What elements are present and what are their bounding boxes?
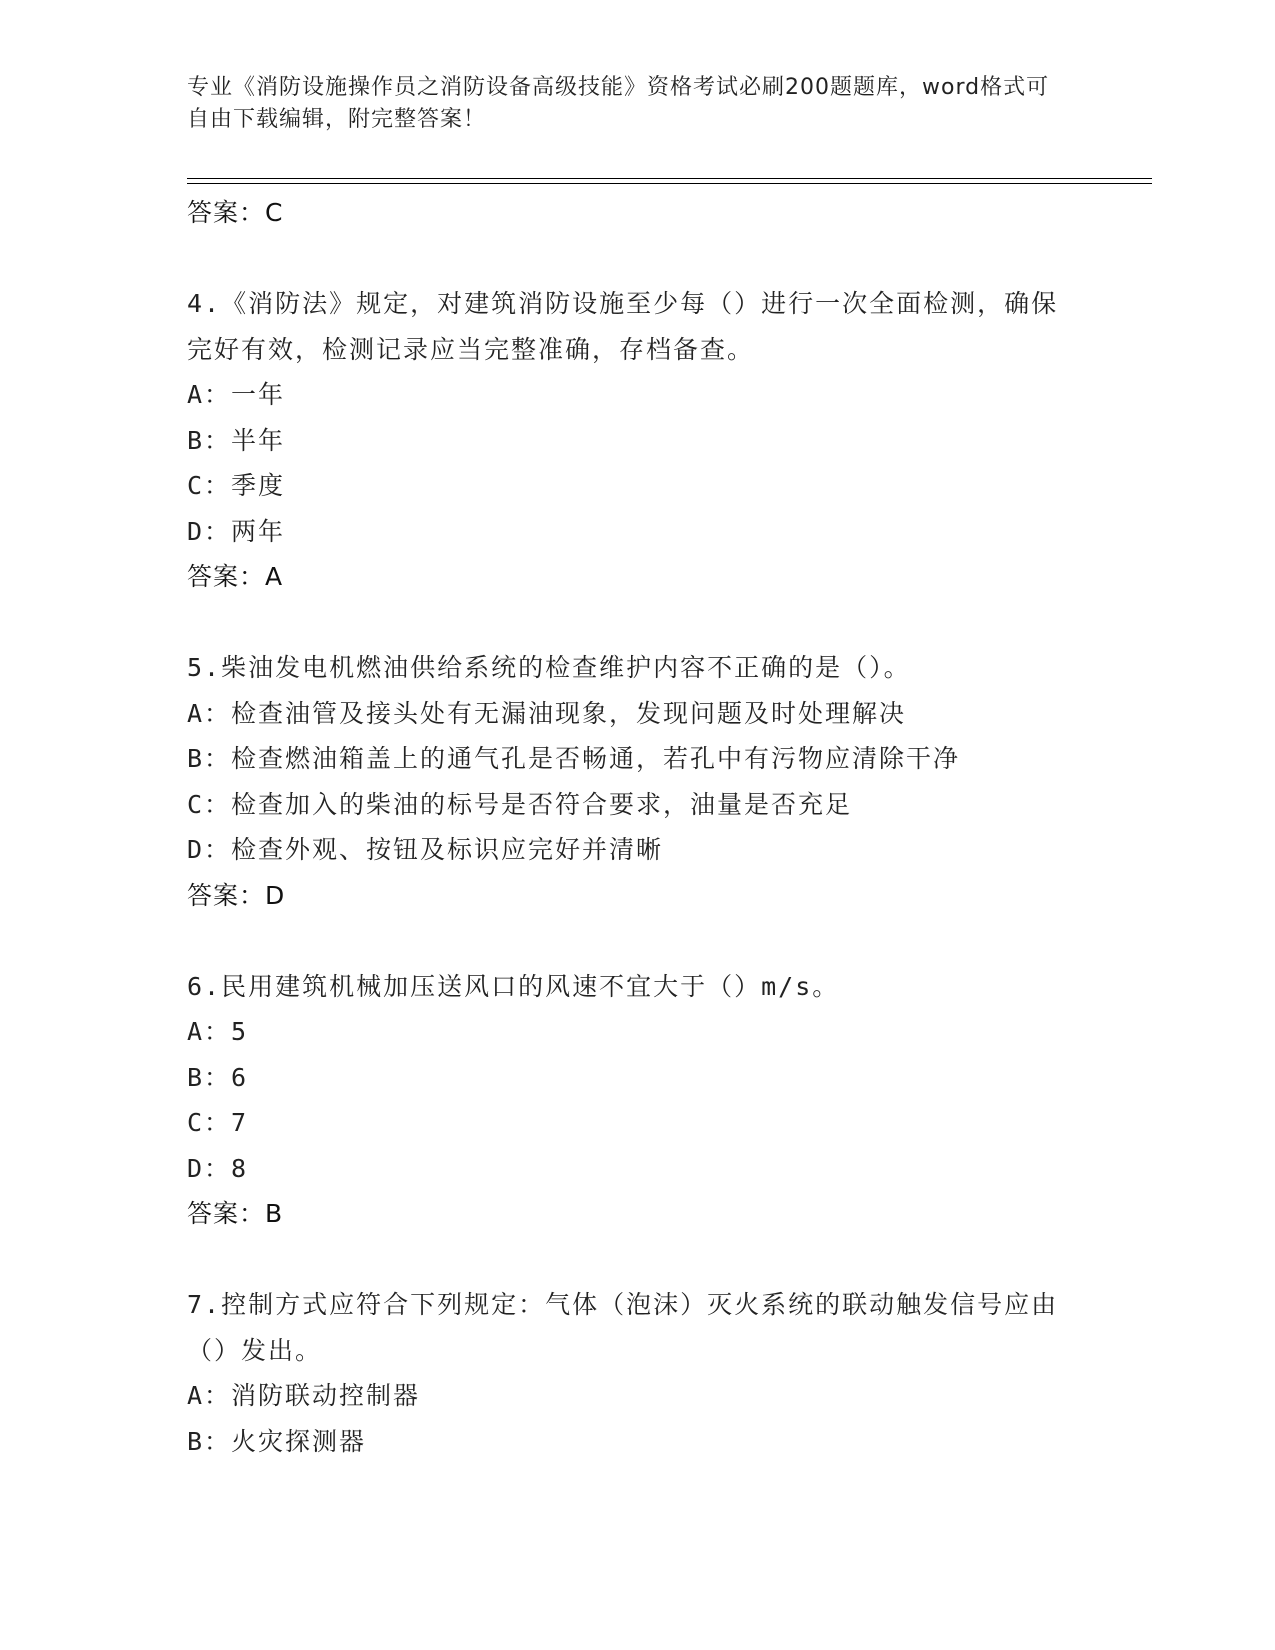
option-b: B：检查燃油箱盖上的通气孔是否畅通，若孔中有污物应清除干净 bbox=[187, 744, 961, 773]
document-header: 专业《消防设施操作员之消防设备高级技能》资格考试必刷200题题库，word格式可自由下载编辑，附完整答案！ bbox=[187, 75, 1050, 132]
question-7 bbox=[187, 1282, 1087, 1464]
header-rule-bottom bbox=[187, 183, 1152, 184]
answer: 答案：A bbox=[187, 562, 284, 591]
option-a: A：消防联动控制器 bbox=[187, 1381, 421, 1410]
option-a: A：一年 bbox=[187, 380, 286, 409]
question-4 bbox=[187, 281, 1087, 600]
spacer bbox=[187, 1237, 1087, 1283]
question-stem: 7.控制方式应符合下列规定：气体（泡沫）灭火系统的联动触发信号应由（）发出。 bbox=[187, 1290, 1059, 1365]
previous-answer: 答案：C bbox=[187, 198, 284, 227]
option-c: C：7 bbox=[187, 1108, 249, 1137]
option-d: D：两年 bbox=[187, 516, 286, 546]
option-a: A：检查油管及接头处有无漏油现象，发现问题及时处理解决 bbox=[187, 698, 907, 728]
answer: 答案：D bbox=[187, 880, 286, 910]
header-rule-top bbox=[187, 178, 1152, 179]
option-b: B：火灾探测器 bbox=[187, 1426, 367, 1456]
spacer bbox=[187, 918, 1087, 964]
option-d: D：8 bbox=[187, 1153, 249, 1183]
option-a: A：5 bbox=[187, 1017, 249, 1046]
option-b: B：半年 bbox=[187, 425, 286, 455]
answer: 答案：B bbox=[187, 1199, 284, 1228]
option-d: D：检查外观、按钮及标识应完好并清晰 bbox=[187, 835, 664, 864]
spacer bbox=[187, 600, 1087, 646]
option-c: C：季度 bbox=[187, 471, 286, 500]
question-6 bbox=[187, 964, 1087, 1237]
option-b: B：6 bbox=[187, 1062, 249, 1092]
question-stem: 4.《消防法》规定，对建筑消防设施至少每（）进行一次全面检测，确保完好有效，检测记录应当完整准确，存档备查。 bbox=[187, 289, 1059, 364]
question-5 bbox=[187, 645, 1087, 918]
question-stem: 5.柴油发电机燃油供给系统的检查维护内容不正确的是（）。 bbox=[187, 653, 911, 682]
question-stem: 6.民用建筑机械加压送风口的风速不宜大于（）m/s。 bbox=[187, 971, 840, 1001]
option-c: C：检查加入的柴油的标号是否符合要求，油量是否充足 bbox=[187, 789, 853, 819]
question-list bbox=[187, 190, 1087, 1464]
spacer bbox=[187, 236, 1087, 282]
